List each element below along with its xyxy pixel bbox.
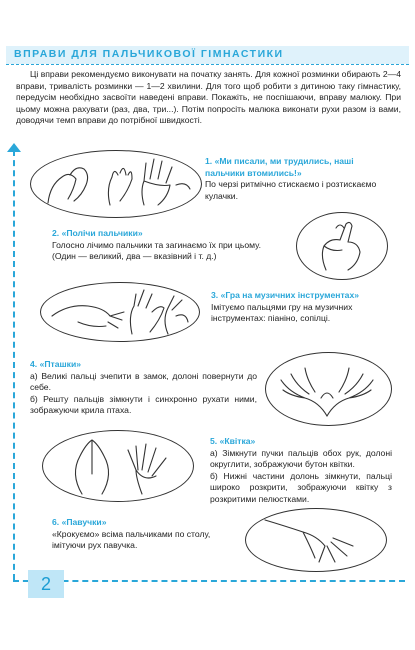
- page-title: ВПРАВИ ДЛЯ ПАЛЬЧИКОВОЇ ГІМНАСТИКИ: [14, 48, 284, 60]
- exercise-4-num: 4.: [30, 359, 38, 369]
- page-number: 2: [28, 570, 64, 598]
- exercise-3: [211, 290, 391, 325]
- exercise-2-title: «Полічи пальчики»: [61, 228, 143, 238]
- exercise-4-text-a: а) Великі пальці зчепити в замок, долоні повернути до себе.: [30, 370, 257, 393]
- title-divider: [6, 64, 409, 65]
- exercise-4-text-b: б) Решту пальців зімкнути і синхронно рухати ними, зображуючи крила птаха.: [30, 393, 257, 416]
- exercise-5-text-a: а) Зімкнути пучки пальців обох рук, долоні округлити, зображуючи бутон квітки.: [210, 447, 392, 470]
- exercise-6-num: 6.: [52, 517, 60, 527]
- dashed-border-bottom: [13, 580, 405, 582]
- intro-paragraph: Ці вправи рекомендуємо виконувати на початку занять. Для кожної розминки обирають 2—4 вправи, тривалість розминки — 1—2 хвилини. Для того щоб робити з дитиною таку гімнастику, передусім необхідно засвоїти наведені вправи. Покажіть, не поспішаючи, вправу малюку. При цьому можна рахувати (раз, два, три...). Потім попросіть малюка виконати рухи разом із вами, доводячи темп вправи до потрібної швидкості.: [16, 69, 401, 126]
- spider-hand-icon: [255, 512, 375, 566]
- exercise-3-num: 3.: [211, 290, 219, 300]
- exercise-2-num: 2.: [52, 228, 60, 238]
- exercise-4: [30, 359, 257, 417]
- dashed-border-left: [13, 150, 15, 580]
- exercise-2: [52, 228, 287, 263]
- exercise-1: [205, 156, 385, 202]
- exercise-4-title: «Пташки»: [39, 359, 82, 369]
- exercise-6-text: «Крокуємо» всіма пальчиками по столу, імітуючи рух павучка.: [52, 528, 211, 551]
- exercise-1-num: 1.: [205, 156, 213, 166]
- exercise-5-text-b: б) Нижні частини долонь зімкнути, пальці широко розкрити, зображуючи квітку з розкритими пелюстками.: [210, 470, 392, 504]
- exercise-2-text: Голосно лічимо пальчики та загинаємо їх при цьому. (Один — великий, два — вказівний і т. д.): [52, 239, 261, 262]
- exercise-1-text: По черзі ритмічно стискаємо і розтискаємо кулачки.: [205, 179, 377, 201]
- exercise-3-title: «Гра на музичних інструментах»: [220, 290, 359, 300]
- exercise-6-title: «Павучки»: [61, 517, 107, 527]
- exercise-5: [210, 436, 392, 506]
- exercise-1-title: «Ми писали, ми трудились, наші пальчики втомились!»: [205, 156, 354, 178]
- exercise-5-title: «Квітка»: [219, 436, 256, 446]
- flower-hands-icon: [52, 434, 187, 498]
- playing-hands-icon: [48, 286, 193, 338]
- bird-hands-icon: [275, 358, 380, 420]
- exercise-5-num: 5.: [210, 436, 218, 446]
- fists-icon: [40, 155, 195, 213]
- counting-hand-icon: [306, 216, 376, 274]
- exercise-3-text: Імітуємо пальцями гру на музичних інструментах: піаніно, сопілці.: [211, 301, 353, 324]
- exercise-6: [52, 517, 237, 552]
